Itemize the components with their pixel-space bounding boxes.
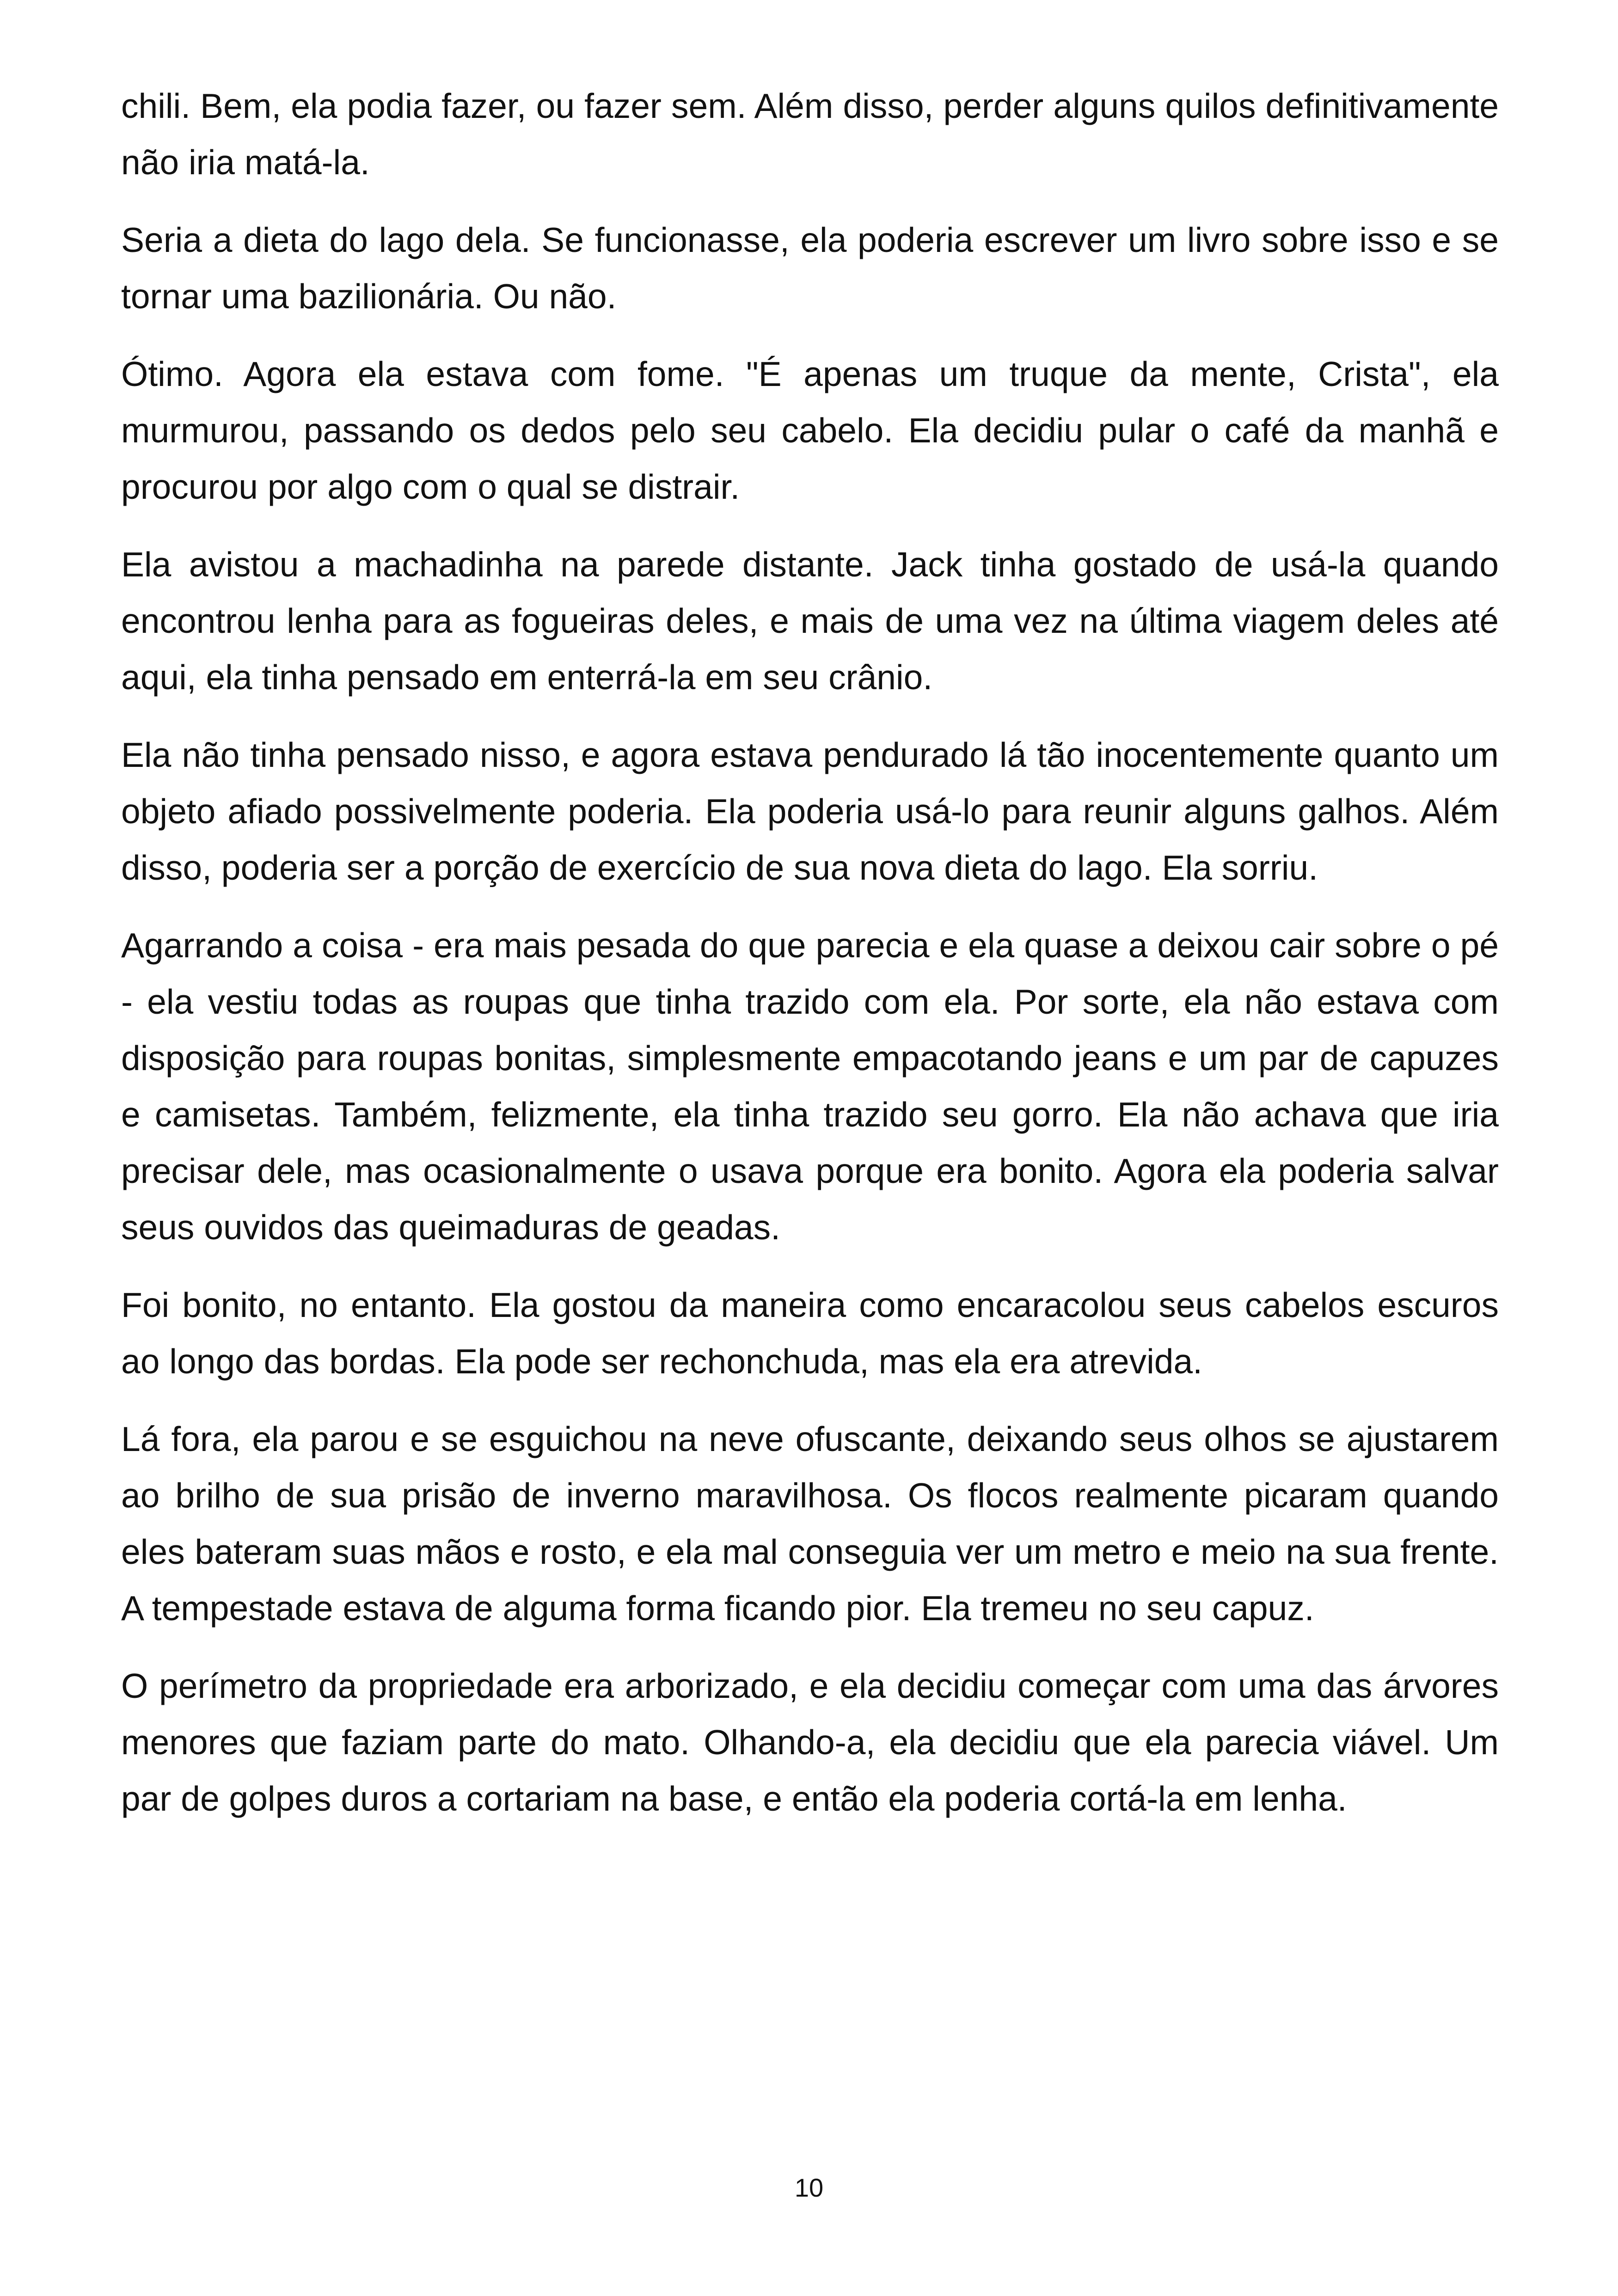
paragraph-8: Lá fora, ela parou e se esguichou na neve ofuscante, deixando seus olhos se ajustarem ao brilho de sua prisão de inverno maravilhosa. Os flocos realmente picaram quando eles bateram suas mãos e rosto, e ela mal conseguia ver um metro e meio na sua frente. A tempestade estava de alguma forma ficando pior. Ela tremeu no seu capuz.: [121, 1420, 1499, 1628]
paragraph-1: chili. Bem, ela podia fazer, ou fazer sem. Além disso, perder alguns quilos definitivamente não iria matá-la.: [121, 86, 1499, 182]
page-number: 10: [794, 2173, 824, 2202]
paragraph-5: Ela não tinha pensado nisso, e agora estava pendurado lá tão inocentemente quanto um objeto afiado possivelmente poderia. Ela poderia usá-lo para reunir alguns galhos. Além disso, poderia ser a porção de exercício de sua nova dieta do lago. Ela sorriu.: [121, 735, 1499, 887]
paragraph-4: Ela avistou a machadinha na parede distante. Jack tinha gostado de usá-la quando encontrou lenha para as fogueiras deles, e mais de uma vez na última viagem deles até aqui, ela tinha pensado em enterrá-la em seu crânio.: [121, 545, 1499, 697]
paragraph-7: Foi bonito, no entanto. Ela gostou da maneira como encaracolou seus cabelos escuros ao longo das bordas. Ela pode ser rechonchuda, mas ela era atrevida.: [121, 1286, 1499, 1381]
paragraph-3: Ótimo. Agora ela estava com fome. "É apenas um truque da mente, Crista", ela murmurou, passando os dedos pelo seu cabelo. Ela decidiu pular o café da manhã e procurou por algo com o qual se distrair.: [121, 355, 1499, 506]
body-text: [121, 78, 1499, 1848]
paragraph-9: O perímetro da propriedade era arborizado, e ela decidiu começar com uma das árvores menores que faziam parte do mato. Olhando-a, ela decidiu que ela parecia viável. Um par de golpes duros a cortariam na base, e então ela poderia cortá-la em lenha.: [121, 1666, 1499, 1818]
paragraph-2: Seria a dieta do lago dela. Se funcionasse, ela poderia escrever um livro sobre isso e se tornar uma bazilionária. Ou não.: [121, 220, 1499, 316]
paragraph-6: Agarrando a coisa - era mais pesada do que parecia e ela quase a deixou cair sobre o pé - ela vestiu todas as roupas que tinha trazido com ela. Por sorte, ela não estava com disposição para roupas bonitas, simplesmente empacotando jeans e um par de capuzes e camisetas. Também, felizmente, ela tinha trazido seu gorro. Ela não achava que iria precisar dele, mas ocasionalmente o usava porque era bonito. Agora ela poderia salvar seus ouvidos das queimaduras de geadas.: [121, 926, 1499, 1247]
